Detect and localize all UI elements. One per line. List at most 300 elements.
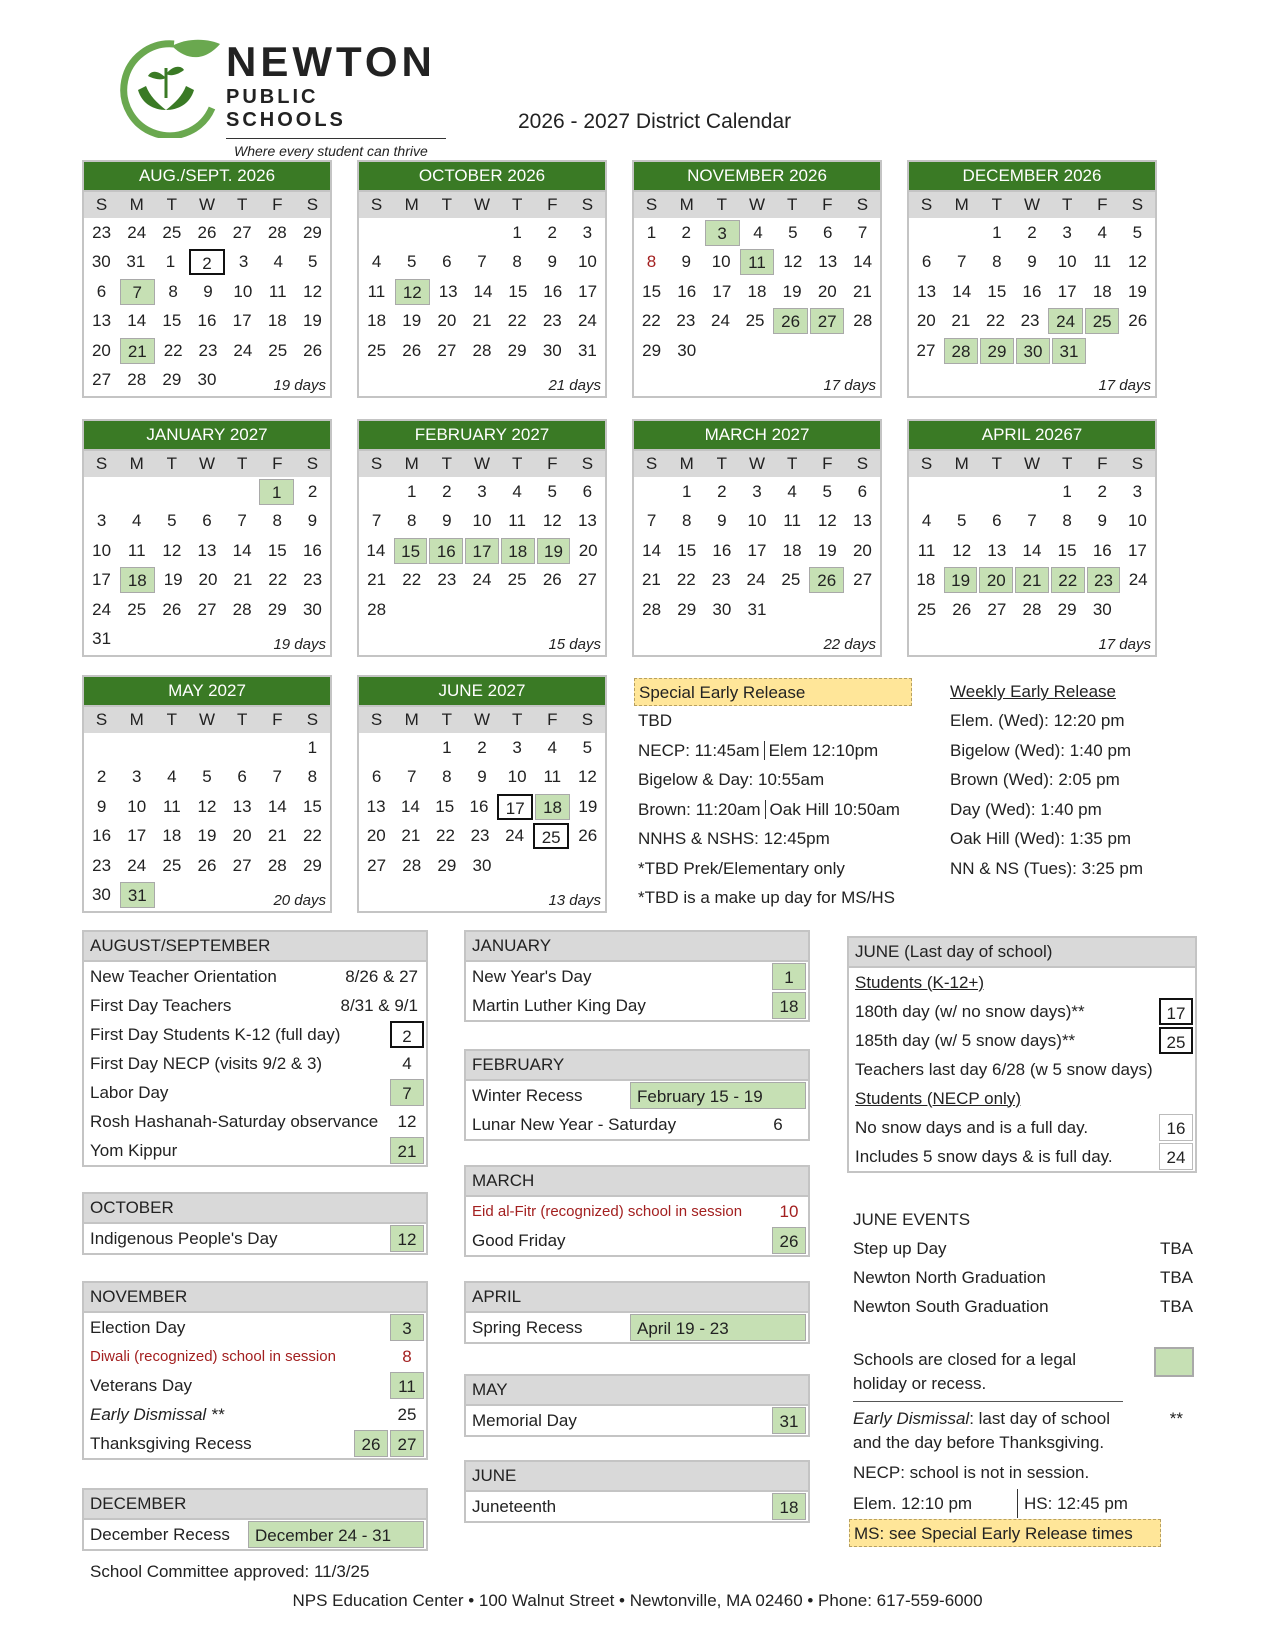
month-title: OCTOBER 2026 [357, 160, 607, 192]
day-cell: 22 [435, 826, 455, 846]
day-cell: 31 [126, 252, 146, 272]
page-title: 2026 - 2027 District Calendar [518, 110, 792, 133]
day-cell: 2 [477, 737, 487, 757]
day-cell: 1 [681, 481, 692, 501]
june-event-row [853, 1263, 1193, 1292]
month-calendar [632, 419, 882, 657]
weekday-header [909, 451, 1155, 477]
day-cell: 5 [788, 222, 798, 242]
day-cell [740, 338, 773, 364]
day-cell [910, 626, 943, 652]
day-cell: 7 [646, 511, 657, 531]
event-date: 31 [772, 1407, 806, 1434]
committee-approved: School Committee approved: 11/3/25 [90, 1562, 370, 1581]
event-row [84, 1078, 426, 1107]
day-cell: 6 [202, 511, 212, 531]
day-cell: 23 [711, 570, 731, 590]
event-row [849, 1142, 1195, 1171]
weekday-label: T [786, 454, 798, 473]
day-cell: 3 [1062, 222, 1072, 242]
week-row [634, 218, 880, 248]
day-cell: 15 [162, 311, 182, 331]
day-cell: 30 [1092, 599, 1112, 619]
day-cell: 6 [921, 252, 932, 272]
holiday-swatch [1154, 1347, 1194, 1377]
legend-elem: Elem. 12:10 pm [853, 1494, 973, 1513]
weekday-label: M [954, 454, 969, 473]
weekday-label: T [166, 454, 178, 473]
day-cell: 3 [131, 767, 142, 787]
event-label: Good Friday [472, 1230, 566, 1250]
day-cell: 14 [473, 281, 493, 301]
weekday-label: T [166, 195, 178, 214]
day-cell: 27 [92, 370, 112, 390]
day-cell: 21 [367, 570, 387, 590]
weekday-label: T [716, 454, 728, 473]
day-cell: 5 [547, 481, 557, 501]
day-cell: 24 [127, 222, 147, 242]
may-events [464, 1374, 810, 1437]
day-cell: 20 [91, 340, 111, 360]
event-label: Newton South Graduation [853, 1297, 1049, 1316]
june-event-row [853, 1292, 1193, 1321]
day-cell [635, 626, 668, 652]
day-cell [536, 853, 569, 879]
day-cell: 24 [710, 311, 730, 331]
week-row [359, 733, 605, 763]
event-label: Juneteenth [472, 1496, 557, 1516]
legend-necp: NECP: school is not in session. [853, 1463, 1090, 1482]
early-dismissal-term: Early Dismissal [853, 1409, 970, 1428]
day-cell: 8 [992, 252, 1002, 272]
day-cell: 9 [681, 252, 692, 272]
legend-closed-line: Schools are closed for a legal [853, 1350, 1077, 1369]
day-cell: 25 [162, 222, 182, 242]
day-cell [430, 626, 463, 652]
day-cell: 11 [163, 796, 181, 816]
event-date: 11 [390, 1372, 424, 1399]
event-row [466, 1081, 808, 1110]
week-row [909, 218, 1155, 248]
day-cell: 22 [1051, 567, 1085, 593]
school-days-count: 19 days [273, 377, 326, 394]
week-row [909, 248, 1155, 278]
day-cell [85, 479, 118, 505]
month-title: DECEMBER 2026 [907, 160, 1157, 192]
day-cell: 11 [508, 511, 526, 531]
month-calendar [82, 160, 332, 398]
day-cell: 22 [676, 570, 696, 590]
weekday-label: W [748, 195, 766, 214]
weekday-label: F [272, 710, 283, 729]
day-cell [226, 626, 259, 652]
day-cell: 19 [944, 567, 978, 593]
weekday-label: S [370, 454, 383, 473]
day-cell: 17 [232, 311, 252, 331]
day-cell: 18 [1092, 281, 1112, 301]
day-cell: 12 [542, 511, 562, 531]
week-row [84, 248, 330, 278]
event-label: Memorial Day [472, 1410, 577, 1430]
day-cell [501, 853, 534, 879]
ser-tbd: TBD [638, 711, 672, 730]
day-cell [224, 479, 257, 505]
day-cell: 5 [202, 767, 212, 787]
day-cell: 22 [507, 311, 527, 331]
day-cell: 15 [642, 281, 662, 301]
event-date: 16 [1159, 1114, 1193, 1141]
event-date: 8/26 & 27 [345, 967, 418, 986]
weekday-label: T [786, 195, 798, 214]
weekday-label: S [856, 454, 869, 473]
day-cell: 31 [1052, 338, 1086, 364]
weekday-label: T [441, 710, 453, 729]
day-cell: 29 [162, 370, 182, 390]
day-cell: 3 [705, 220, 740, 246]
day-cell: 16 [197, 311, 217, 331]
day-cell: 5 [582, 737, 593, 757]
weekday-label: T [716, 195, 728, 214]
day-cell: 13 [232, 796, 252, 816]
divider [853, 1401, 1123, 1402]
day-cell: 15 [677, 540, 697, 560]
day-cell: 28 [642, 599, 662, 619]
day-cell: 2 [96, 767, 107, 787]
day-cell: 23 [437, 570, 457, 590]
month-grid [359, 477, 605, 654]
event-label: December Recess [90, 1524, 230, 1544]
weekday-label: S [581, 454, 594, 473]
event-label: Spring Recess [472, 1317, 583, 1337]
day-cell: 27 [197, 599, 217, 619]
day-cell: 21 [472, 311, 492, 331]
day-cell: 22 [163, 340, 183, 360]
week-row [359, 277, 605, 307]
day-cell [395, 882, 428, 908]
weekday-label: M [129, 195, 144, 214]
day-cell: 27 [810, 308, 845, 334]
day-cell [190, 626, 223, 652]
wer-line: Elem. (Wed): 12:20 pm [950, 711, 1125, 730]
ser-oak-hill: Oak Hill 10:50am [765, 800, 900, 819]
week-row [359, 218, 605, 248]
day-cell [501, 367, 534, 393]
day-cell: 10 [127, 796, 147, 816]
week-row [84, 566, 330, 596]
weekday-label: S [581, 195, 594, 214]
aug-sept-title: AUGUST/SEPTEMBER [84, 932, 426, 962]
day-cell: 18 [162, 826, 182, 846]
event-label: First Day Students K-12 (full day) [90, 1024, 341, 1044]
early-dismissal-text: : last day of school [969, 1409, 1110, 1428]
day-cell: 12 [577, 767, 597, 787]
day-cell: 15 [435, 796, 455, 816]
event-label: Early Dismissal ** [90, 1404, 225, 1424]
school-days-count: 17 days [1098, 377, 1151, 394]
school-days-count: 15 days [548, 636, 601, 653]
day-cell: 3 [96, 511, 107, 531]
ser-line-6: *TBD is a make up day for MS/HS [638, 888, 895, 907]
day-cell [846, 338, 879, 364]
day-cell: 24 [127, 855, 147, 875]
day-cell: 11 [543, 767, 562, 787]
day-cell: 25 [1085, 308, 1120, 334]
week-row [634, 477, 880, 507]
day-cell: 17 [747, 540, 767, 560]
day-cell: 23 [1087, 567, 1121, 593]
day-cell [846, 597, 879, 623]
week-row [359, 248, 605, 278]
week-row [84, 822, 330, 852]
day-cell [157, 882, 190, 908]
event-date: 21 [390, 1137, 424, 1164]
school-days-count: 13 days [548, 892, 601, 909]
day-cell [261, 735, 294, 761]
day-cell: 23 [303, 570, 323, 590]
legend-closed [853, 1348, 1133, 1396]
month-title: JANUARY 2027 [82, 419, 332, 451]
day-cell [190, 735, 223, 761]
day-cell [465, 367, 498, 393]
event-date: 1 [772, 963, 806, 990]
june-events-title: JUNE EVENTS [853, 1210, 971, 1229]
day-cell: 7 [371, 511, 382, 531]
day-cell [192, 882, 225, 908]
february-events [464, 1049, 810, 1141]
day-cell: 9 [1027, 252, 1037, 272]
weekday-label: F [547, 710, 558, 729]
event-label: No snow days and is a full day. [855, 1117, 1089, 1137]
event-date: April 19 - 23 [630, 1314, 806, 1341]
day-cell: 28 [944, 338, 978, 364]
day-cell: 3 [238, 252, 249, 272]
event-label: Indigenous People's Day [90, 1228, 278, 1248]
day-cell [465, 220, 498, 246]
weekday-label: S [95, 710, 108, 729]
day-cell: 31 [747, 599, 767, 619]
day-cell: 10 [747, 511, 767, 531]
month-grid [84, 733, 330, 910]
week-row [359, 507, 605, 537]
footer-address: NPS Education Center • 100 Walnut Street • Newtonville, MA 02460 • Phone: 617-559-6000 [292, 1591, 983, 1610]
wer-line: Day (Wed): 1:40 pm [950, 799, 1102, 819]
day-cell: 26 [542, 570, 562, 590]
event-date: TBA [1159, 1239, 1193, 1258]
day-cell: 5 [1132, 222, 1143, 242]
day-cell: 24 [1048, 308, 1083, 334]
weekday-label: M [679, 195, 694, 214]
day-cell [705, 626, 738, 652]
day-cell: 22 [985, 311, 1005, 331]
day-cell [395, 735, 428, 761]
day-cell: 6 [371, 767, 382, 787]
event-label: New Teacher Orientation [90, 966, 277, 986]
day-cell: 25 [127, 599, 147, 619]
weekday-label: S [1131, 454, 1144, 473]
day-cell: 9 [1097, 511, 1107, 531]
day-cell: 17 [127, 826, 147, 846]
week-row [359, 536, 605, 566]
day-cell [945, 367, 978, 393]
day-cell: 9 [203, 281, 213, 301]
day-cell: 3 [512, 737, 522, 757]
day-cell: 18 [501, 538, 535, 564]
day-cell: 26 [773, 308, 808, 334]
day-cell: 17 [1057, 281, 1077, 301]
event-date: 26 [772, 1227, 806, 1254]
day-cell: 24 [577, 311, 597, 331]
weekday-label: S [645, 195, 658, 214]
day-cell [120, 626, 153, 652]
weekday-header [634, 192, 880, 218]
event-label: First Day NECP (visits 9/2 & 3) [90, 1053, 323, 1073]
students-k12-label: Students (K-12+) [855, 972, 984, 992]
day-cell: 26 [197, 855, 217, 875]
day-cell: 27 [987, 599, 1007, 619]
day-cell: 26 [1128, 311, 1148, 331]
weekday-label: T [441, 195, 453, 214]
day-cell: 6 [96, 281, 107, 301]
school-days-count: 17 days [823, 377, 876, 394]
weekly-early-release [950, 678, 1180, 883]
event-date: February 15 - 19 [630, 1082, 806, 1109]
ser-line-2: Bigelow & Day: 10:55am [638, 770, 825, 789]
day-cell: 10 [507, 767, 527, 787]
day-cell: 8 [646, 252, 657, 272]
students-necp [849, 1084, 1195, 1113]
day-cell: 19 [782, 281, 802, 301]
day-cell: 25 [507, 570, 527, 590]
day-cell: 14 [952, 281, 972, 301]
event-row [84, 1136, 426, 1165]
weekday-label: F [272, 454, 283, 473]
day-cell: 16 [543, 281, 563, 301]
march-title: MARCH [466, 1167, 808, 1197]
day-cell [430, 882, 463, 908]
weekday-label: T [166, 710, 178, 729]
day-cell: 23 [92, 855, 112, 875]
day-cell: 9 [96, 796, 107, 816]
event-date: 27 [390, 1430, 424, 1457]
weekday-label: S [856, 195, 869, 214]
day-cell: 30 [677, 340, 697, 360]
month-grid [909, 477, 1155, 654]
day-cell: 16 [712, 540, 732, 560]
day-cell: 10 [1057, 252, 1077, 272]
day-cell: 11 [367, 281, 386, 301]
day-cell [980, 479, 1013, 505]
day-cell: 10 [233, 281, 253, 301]
event-row [84, 1224, 426, 1253]
day-cell [1088, 338, 1120, 364]
day-cell [1051, 367, 1084, 393]
day-cell: 4 [512, 481, 522, 501]
day-cell: 17 [1127, 540, 1147, 560]
event-label: Yom Kippur [90, 1140, 178, 1160]
event-row [466, 1226, 808, 1255]
event-row [849, 1113, 1195, 1142]
weekday-label: S [581, 710, 594, 729]
june-title: JUNE [466, 1462, 808, 1492]
week-row [84, 477, 330, 507]
day-cell: 10 [92, 540, 112, 560]
legend-closed-line: holiday or recess. [853, 1374, 987, 1393]
day-cell: 22 [268, 570, 288, 590]
day-cell [395, 597, 428, 623]
day-cell [1121, 597, 1154, 623]
june-events-table [464, 1460, 810, 1523]
day-cell: 11 [268, 281, 287, 301]
may-title: MAY [466, 1376, 808, 1406]
week-row [84, 336, 330, 366]
day-cell: 7 [857, 222, 868, 242]
day-cell [945, 479, 978, 505]
week-row [634, 336, 880, 366]
week-row [359, 307, 605, 337]
day-cell: 2 [189, 249, 226, 275]
month-calendar [82, 675, 332, 913]
day-cell: 31 [120, 882, 155, 908]
day-cell: 9 [547, 252, 557, 272]
event-label: Election Day [90, 1317, 186, 1337]
day-cell [85, 735, 118, 761]
event-row [466, 1492, 808, 1521]
day-cell: 30 [1016, 338, 1050, 364]
month-title: AUG./SEPT. 2026 [82, 160, 332, 192]
school-days-count: 17 days [1098, 636, 1151, 653]
event-date: 6 [773, 1115, 783, 1134]
april-events [464, 1281, 810, 1344]
day-cell: 20 [852, 540, 872, 560]
day-cell: 19 [163, 570, 183, 590]
ser-line-3 [634, 795, 912, 825]
day-cell: 28 [402, 855, 422, 875]
day-cell: 14 [232, 540, 252, 560]
week-row [84, 218, 330, 248]
day-cell: 8 [168, 281, 178, 301]
early-dismissal-line2: and the day before Thanksgiving. [853, 1433, 1105, 1452]
day-cell: 6 [442, 252, 452, 272]
november-title: NOVEMBER [84, 1283, 426, 1313]
day-cell [465, 882, 498, 908]
day-cell: 7 [272, 767, 282, 787]
day-cell: 5 [822, 481, 832, 501]
weekday-header [84, 192, 330, 218]
day-cell: 17 [497, 794, 533, 820]
day-cell: 1 [307, 737, 318, 757]
event-row [466, 962, 808, 991]
event-date: 18 [772, 992, 806, 1019]
week-row [359, 477, 605, 507]
month-grid [909, 218, 1155, 395]
weekly-early-release-title: Weekly Early Release [950, 682, 1116, 701]
day-cell: 8 [272, 511, 282, 531]
day-cell: 6 [237, 767, 247, 787]
weekday-header [634, 451, 880, 477]
event-date: 17 [1159, 998, 1193, 1025]
weekday-header [84, 707, 330, 733]
day-cell [395, 220, 428, 246]
students-necp-label: Students (NECP only) [855, 1088, 1021, 1108]
day-cell: 21 [1015, 567, 1049, 593]
day-cell: 15 [987, 281, 1007, 301]
day-cell: 21 [401, 826, 421, 846]
day-cell [501, 626, 534, 652]
day-cell [1015, 479, 1048, 505]
weekday-header [359, 707, 605, 733]
day-cell: 21 [951, 311, 971, 331]
brand-name: NEWTON [226, 38, 436, 85]
